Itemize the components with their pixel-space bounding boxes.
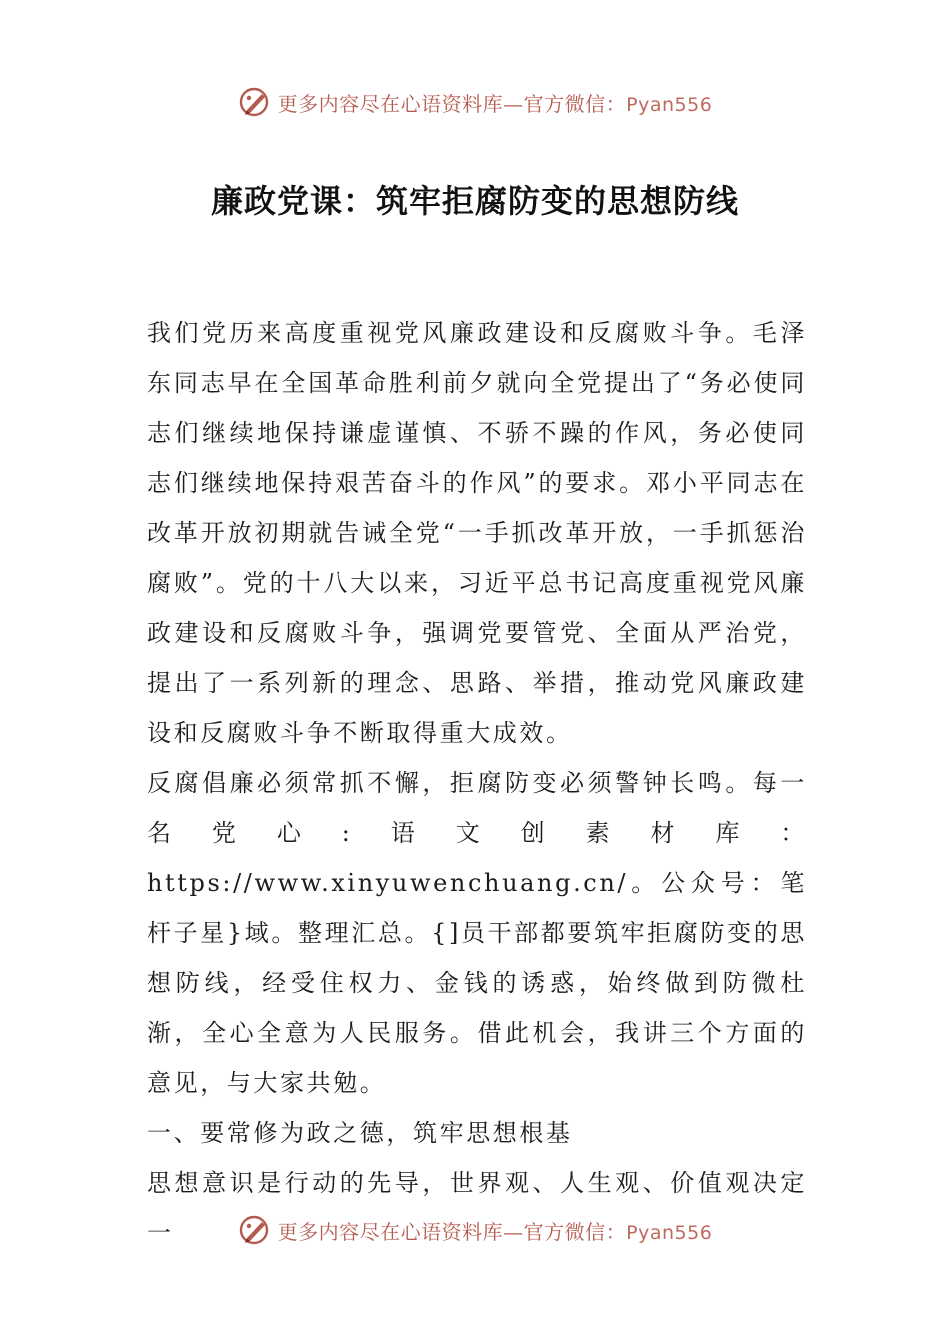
wechat-id: Pyan556	[626, 1221, 713, 1244]
pen-logo-icon	[238, 85, 272, 119]
section-heading: 一、要常修为政之德，筑牢思想根基	[147, 1119, 573, 1147]
wechat-id: Pyan556	[626, 93, 713, 116]
paragraph: 我们党历来高度重视党风廉政建设和反腐败斗争。毛泽东同志早在全国革命胜利前夕就向全党提出了“务必使同志们继续地保持谦虚谨慎、不骄不躁的作风，务必使同志们继续地保持艰苦奋斗的作风”的要求。邓小平同志在改革开放初期就告诫全党“一手抓改革开放，一手抓惩治腐败”。党的十八大以来，习近平总书记高度重视党风廉政建设和反腐败斗争，强调党要管党、全面从严治党，提出了一系列新的理念、思路、举措，推动党风廉政建设和反腐败斗争不断取得重大成效。	[147, 319, 807, 747]
banner-text: 更多内容尽在心语资料库—官方微信：Pyan556	[277, 1219, 713, 1244]
document-body	[147, 308, 807, 1258]
pen-logo-icon	[238, 1213, 272, 1247]
header-banner	[0, 82, 950, 122]
paragraph: 思想意识是行动的先导，世界观、人生观、价值观决定一	[147, 1169, 807, 1247]
document-title: 廉政党课：筑牢拒腐防变的思想防线	[210, 182, 739, 220]
paragraph: 反腐倡廉必须常抓不懈，拒腐防变必须警钟长鸣。每一名党心:语文创素材库：https://www.xinyuwenchuang.cn/。公众号：笔杆子星}域。整理汇总。{]员干部都要筑牢拒腐防变的思想防线，经受住权力、金钱的诱惑，始终做到防微杜渐，全心全意为人民服务。借此机会，我讲三个方面的意见，与大家共勉。	[147, 769, 807, 1097]
banner-text: 更多内容尽在心语资料库—官方微信：Pyan556	[277, 91, 713, 116]
footer-banner	[0, 1210, 950, 1250]
